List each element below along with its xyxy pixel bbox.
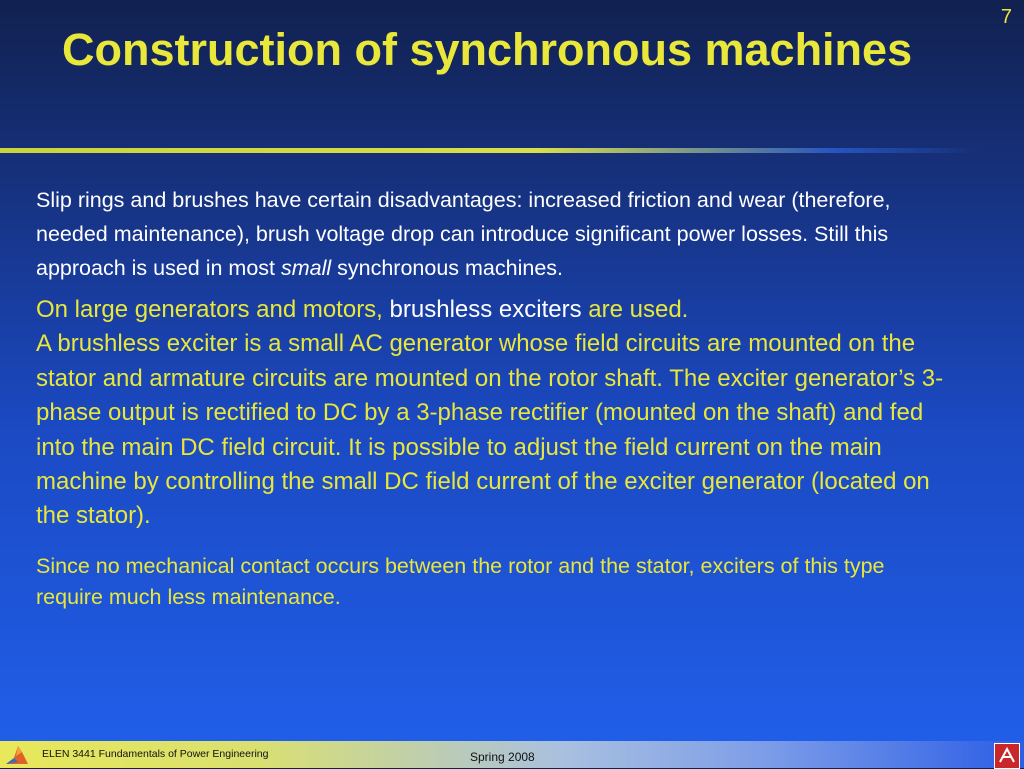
paragraph-text: synchronous machines. <box>331 256 564 280</box>
footer-course-title: ELEN 3441 Fundamentals of Power Engineering <box>42 748 269 760</box>
paragraph-brushless <box>36 293 956 534</box>
paragraph-text: A brushless exciter is a small AC generator whose field circuits are mounted on the stator and armature circuits are mounted on the rotor shaft. The exciter generator’s 3-phase output is rectified to DC by a 3-phase rectifier (mounted on the shaft) and fed into the main DC field circuit. It is possible to adjust the field current on the main machine by controlling the small DC field current of the exciter generator (located on the stator). <box>36 330 944 530</box>
slide-number: 7 <box>1000 6 1012 28</box>
title-divider <box>0 148 980 153</box>
university-logo-icon <box>994 743 1020 769</box>
paragraph-text: Slip rings and brushes have certain disadvantages: increased friction and wear (therefore, needed maintenance), brush voltage drop can introduce significant power losses. Still this approach is used in most <box>36 188 891 280</box>
highlight-brushless-exciters: brushless exciters <box>389 296 582 323</box>
slide-title: Construction of synchronous machines <box>62 24 913 75</box>
footer-term: Spring 2008 <box>470 750 535 764</box>
footer-bar <box>0 741 1024 768</box>
paragraph-text: are used. <box>581 296 689 323</box>
paragraph-slip-rings <box>36 183 956 285</box>
paragraph-maintenance: Since no mechanical contact occurs between the rotor and the stator, exciters of this type require much less maintenance. <box>36 553 885 609</box>
emphasis-small: small <box>281 256 332 280</box>
slide-body <box>36 183 956 613</box>
matlab-logo-icon <box>4 744 30 766</box>
paragraph-text: On large generators and motors, <box>36 296 390 323</box>
